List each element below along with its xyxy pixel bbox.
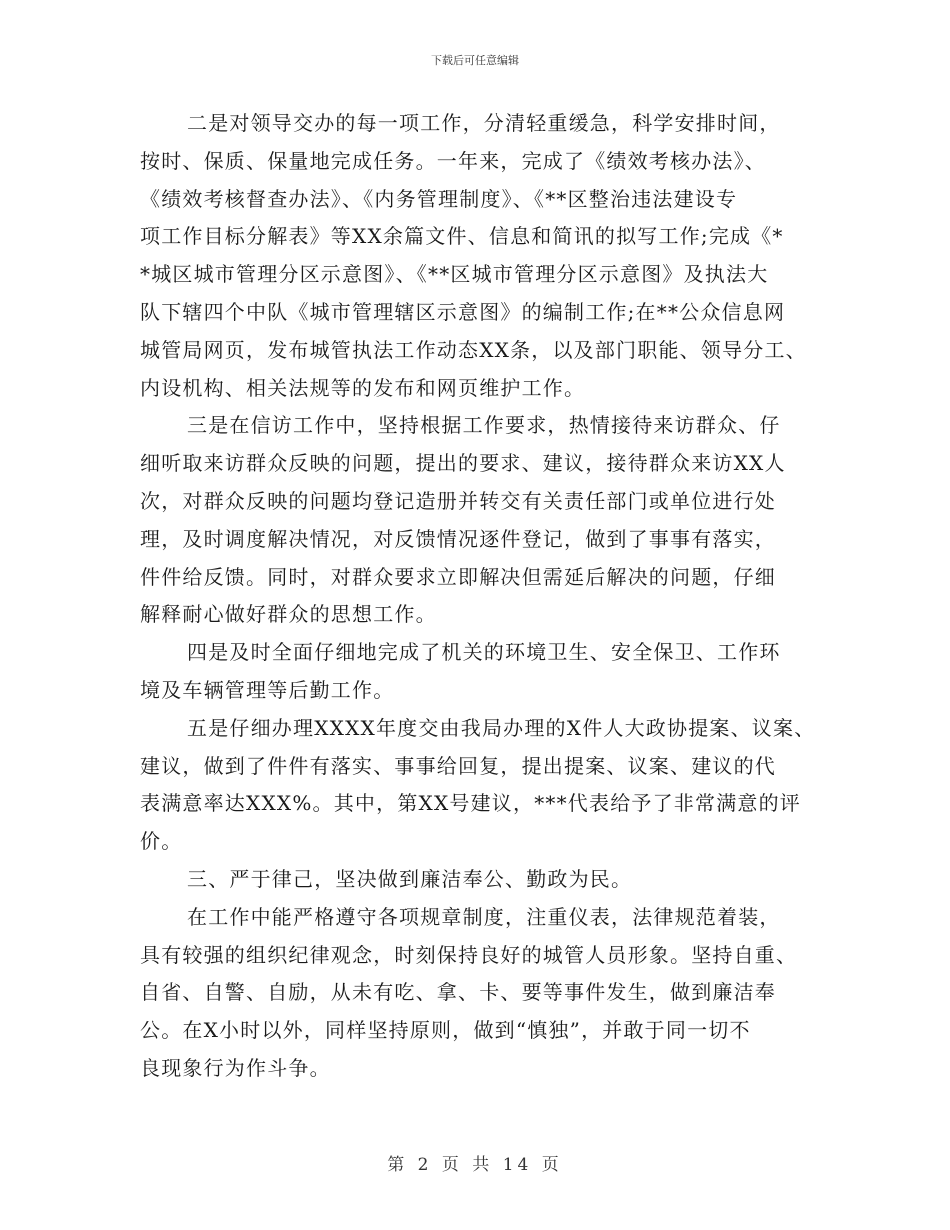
text-line: *城区城市管理分区示意图》、《**区城市管理分区示意图》及执法大: [140, 262, 769, 287]
text-line: 内设机构、相关法规等的发布和网页维护工作。: [140, 375, 586, 400]
text-line: 公。在X小时以外，同样坚持原则，做到“慎独”，并敢于同一切不: [140, 1018, 751, 1043]
text-line: 具有较强的组织纪律观念，时刻保持良好的城管人员形象。坚持自重、: [140, 942, 798, 967]
page-number-footer: 第 2 页 共 14 页: [387, 1155, 563, 1175]
text-line: 四是及时全面仔细地完成了机关的环境卫生、安全保卫、工作环: [187, 640, 781, 665]
text-line: 项工作目标分解表》等XX余篇文件、信息和简讯的拟写工作;完成《*: [140, 224, 784, 249]
text-line: 境及车辆管理等后勤工作。: [140, 677, 395, 702]
text-line: 五是仔细办理XXXX年度交由我局办理的X件人大政协提案、议案、: [187, 715, 816, 740]
text-line: 在工作中能严格遵守各项规章制度，注重仪表，法律规范着装，: [187, 904, 781, 929]
text-line: 理，及时调度解决情况，对反馈情况逐件登记，做到了事事有落实，: [140, 526, 776, 551]
text-line: 自省、自警、自励，从未有吃、拿、卡、要等事件发生，做到廉洁奉: [140, 980, 776, 1005]
text-line: 表满意率达XXX%。其中，第XX号建议，***代表给予了非常满意的评: [140, 791, 801, 816]
page-header: 下载后可任意编辑: [431, 54, 519, 67]
text-line: 良现象行为作斗争。: [140, 1055, 331, 1080]
text-line: 二是对领导交办的每一项工作，分清轻重缓急，科学安排时间，: [187, 111, 781, 135]
text-line: 《绩效考核督查办法》、《内务管理制度》、《**区整治违法建设专: [140, 186, 738, 211]
text-line: 队下辖四个中队《城市管理辖区示意图》的编制工作;在**公众信息网: [140, 299, 786, 324]
text-line: 建议，做到了件件有落实、事事给回复，提出提案、议案、建议的代: [140, 753, 776, 778]
text-line: 次，对群众反映的问题均登记造册并转交有关责任部门或单位进行处: [140, 488, 776, 513]
text-line: 按时、保质、保量地完成任务。一年来，完成了《绩效考核办法》、: [140, 148, 766, 173]
document-body: [140, 105, 820, 1088]
text-line: 城管局网页，发布城管执法工作动态XX条，以及部门职能、领导分工、: [140, 337, 807, 362]
text-line: 三是在信访工作中，坚持根据工作要求，热情接待来访群众、仔: [187, 413, 781, 438]
text-line: 件件给反馈。同时，对群众要求立即解决但需延后解决的问题，仔细: [140, 564, 776, 589]
text-line: 细听取来访群众反映的问题，提出的要求、建议，接待群众来访XX人: [140, 451, 786, 476]
text-line: 解释耐心做好群众的思想工作。: [140, 602, 437, 627]
text-line: 价。: [140, 829, 183, 854]
text-line: 三、严于律己，坚决做到廉洁奉公、勤政为民。: [187, 866, 633, 891]
